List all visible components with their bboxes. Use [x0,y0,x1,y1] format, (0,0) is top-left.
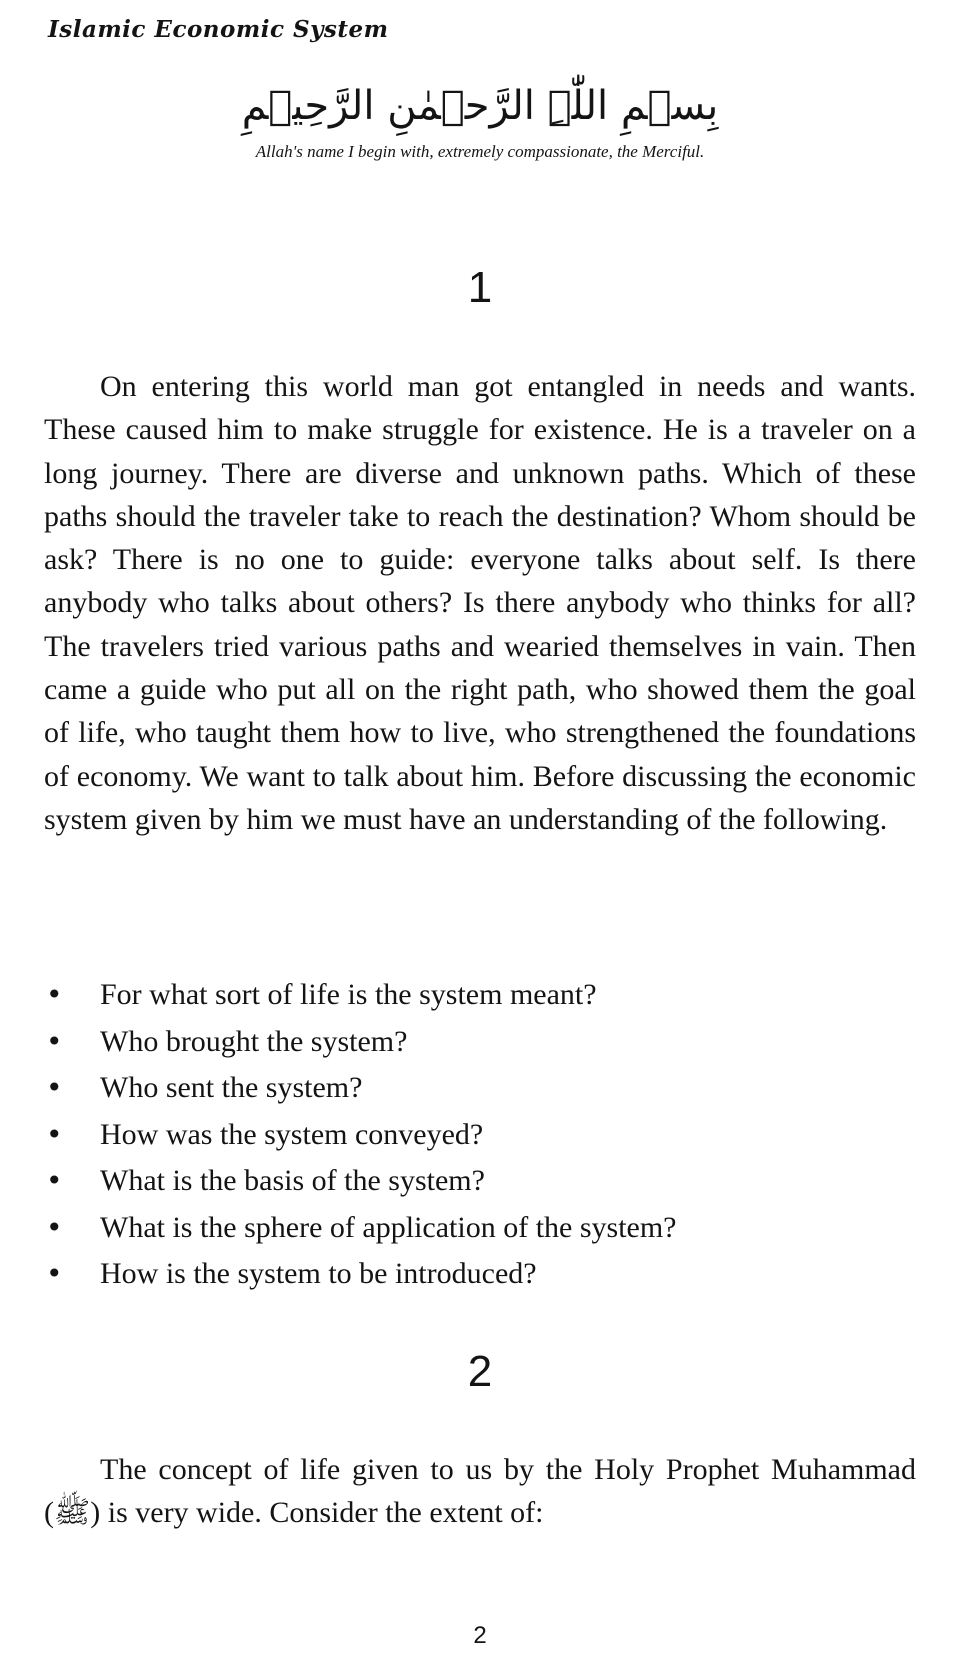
bismillah-calligraphy: بِسۡمِ اللّٰہِ الرَّحۡمٰنِ الرَّحِیۡمِ [241,83,719,129]
section-1-paragraph: On entering this world man got entangled in needs and wants. These caused him to make struggle for existence. He is a traveler on a long journey. There are diverse and unknown paths. Which of these paths should the traveler take to reach the destination? Whom should be ask? There is no one to guide: everyone talks about self. Is there anybody who talks about others? Is there anybody who thinks for all? The travelers tried various paths and wearied themselves in vain. Then came a guide who put all on the right path, who showed them the goal of life, who taught them how to live, who strengthened the foundations of economy. We want to talk about him. Before discussing the economic system given by him we must have an understanding of the following. [44,370,916,836]
question-list [44,972,916,1298]
bismillah-translation: Allah's name I begin with, extremely compassionate, the Merciful. [255,142,705,161]
list-item: • How was the system conveyed? [44,1112,916,1159]
section-number: 1 [467,263,493,312]
page-number: 2 [473,1622,487,1649]
running-head-title: Islamic Economic System [48,16,389,43]
list-item: • Who brought the system? [44,1019,916,1066]
list-item: • How is the system to be introduced? [44,1251,916,1298]
list-item: • For what sort of life is the system meant? [44,972,916,1019]
list-item: • Who sent the system? [44,1065,916,1112]
section-number: 2 [467,1347,493,1396]
section-2-paragraph: The concept of life given to us by the Holy Prophet Muhammad (ﷺ) is very wide. Consider the extent of: [44,1453,916,1530]
list-item: • What is the basis of the system? [44,1158,916,1205]
list-item: • What is the sphere of application of the system? [44,1205,916,1252]
